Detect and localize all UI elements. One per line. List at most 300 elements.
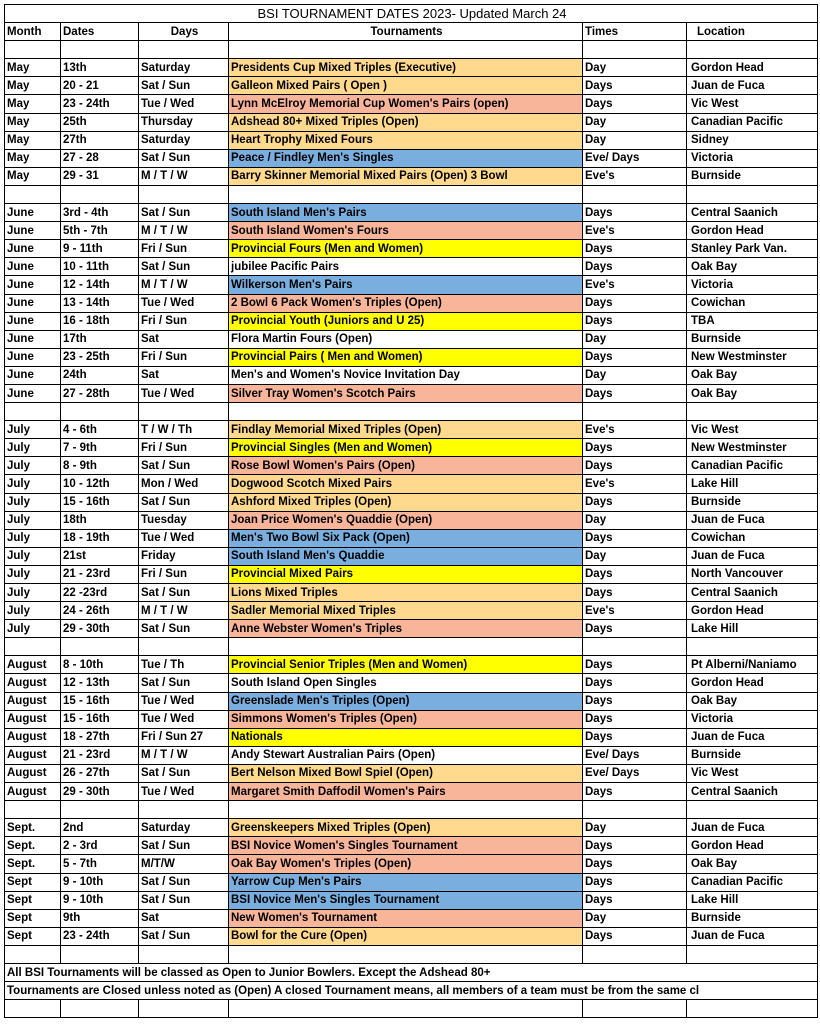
location-cell: Burnside bbox=[687, 167, 818, 185]
table-row bbox=[5, 330, 818, 348]
table-row bbox=[5, 529, 818, 547]
location-cell: Gordon Head bbox=[687, 222, 818, 240]
times-cell: Day bbox=[583, 547, 687, 565]
dates-cell: 7 - 9th bbox=[61, 439, 139, 457]
dates-cell: 13 - 14th bbox=[61, 294, 139, 312]
tournament-cell: Galleon Mixed Pairs ( Open ) bbox=[229, 77, 583, 95]
dates-cell: 20 - 21 bbox=[61, 77, 139, 95]
tournament-cell: Greenslade Men's Triples (Open) bbox=[229, 692, 583, 710]
location-cell: Stanley Park Van. bbox=[687, 240, 818, 258]
times-cell: Eve's bbox=[583, 602, 687, 620]
blank-cell bbox=[687, 185, 818, 203]
location-cell: Cowichan bbox=[687, 294, 818, 312]
location-cell: Vic West bbox=[687, 95, 818, 113]
days-cell: Sat / Sun bbox=[139, 584, 229, 602]
times-cell: Days bbox=[583, 258, 687, 276]
table-row bbox=[5, 692, 818, 710]
dates-cell: 2 - 3rd bbox=[61, 837, 139, 855]
location-cell: New Westminster bbox=[687, 348, 818, 366]
table-row bbox=[5, 855, 818, 873]
times-cell: Days bbox=[583, 493, 687, 511]
table-row bbox=[5, 602, 818, 620]
month-cell: August bbox=[5, 728, 61, 746]
location-cell: Victoria bbox=[687, 710, 818, 728]
month-cell: June bbox=[5, 204, 61, 222]
table-row bbox=[5, 710, 818, 728]
days-cell: Sat / Sun bbox=[139, 258, 229, 276]
blank-row bbox=[5, 403, 818, 421]
dates-cell: 21 - 23rd bbox=[61, 565, 139, 583]
location-cell: Oak Bay bbox=[687, 855, 818, 873]
month-cell: May bbox=[5, 167, 61, 185]
month-cell: June bbox=[5, 276, 61, 294]
blank-cell bbox=[229, 41, 583, 59]
days-cell: Tuesday bbox=[139, 511, 229, 529]
month-cell: Sept. bbox=[5, 837, 61, 855]
table-row bbox=[5, 258, 818, 276]
month-cell: Sept. bbox=[5, 855, 61, 873]
tournament-cell: New Women's Tournament bbox=[229, 909, 583, 927]
dates-cell: 15 - 16th bbox=[61, 692, 139, 710]
month-cell: June bbox=[5, 330, 61, 348]
location-cell: Victoria bbox=[687, 149, 818, 167]
times-cell: Day bbox=[583, 330, 687, 348]
blank-cell bbox=[5, 41, 61, 59]
times-cell: Days bbox=[583, 95, 687, 113]
tournament-cell: Heart Trophy Mixed Fours bbox=[229, 131, 583, 149]
location-cell: Vic West bbox=[687, 421, 818, 439]
table-row bbox=[5, 674, 818, 692]
days-cell: M / T / W bbox=[139, 602, 229, 620]
tournament-cell: Dogwood Scotch Mixed Pairs bbox=[229, 475, 583, 493]
month-cell: July bbox=[5, 475, 61, 493]
days-cell: M / T / W bbox=[139, 222, 229, 240]
location-cell: Juan de Fuca bbox=[687, 77, 818, 95]
month-cell: August bbox=[5, 764, 61, 782]
footnote-row bbox=[5, 963, 818, 981]
times-cell: Days bbox=[583, 620, 687, 638]
blank-cell bbox=[229, 638, 583, 656]
table-row bbox=[5, 240, 818, 258]
dates-cell: 5th - 7th bbox=[61, 222, 139, 240]
blank-cell bbox=[583, 801, 687, 819]
table-row bbox=[5, 149, 818, 167]
dates-cell: 10 - 11th bbox=[61, 258, 139, 276]
days-cell: Tue / Wed bbox=[139, 384, 229, 402]
days-cell: Sat / Sun bbox=[139, 204, 229, 222]
blank-cell bbox=[139, 638, 229, 656]
month-cell: August bbox=[5, 710, 61, 728]
location-cell: Oak Bay bbox=[687, 258, 818, 276]
table-row bbox=[5, 204, 818, 222]
days-cell: Tue / Wed bbox=[139, 692, 229, 710]
location-cell: Juan de Fuca bbox=[687, 819, 818, 837]
table-row bbox=[5, 565, 818, 583]
month-cell: July bbox=[5, 439, 61, 457]
blank-row bbox=[5, 945, 818, 963]
dates-cell: 29 - 30th bbox=[61, 783, 139, 801]
blank-cell bbox=[229, 801, 583, 819]
tournament-cell: Provincial Youth (Juniors and U 25) bbox=[229, 312, 583, 330]
tournament-cell: Greenskeepers Mixed Triples (Open) bbox=[229, 819, 583, 837]
tournament-cell: Ashford Mixed Triples (Open) bbox=[229, 493, 583, 511]
days-cell: Sat / Sun bbox=[139, 837, 229, 855]
table-row bbox=[5, 167, 818, 185]
times-cell: Eve's bbox=[583, 276, 687, 294]
blank-cell bbox=[139, 41, 229, 59]
location-cell: Burnside bbox=[687, 330, 818, 348]
blank-cell bbox=[687, 403, 818, 421]
month-cell: Sept. bbox=[5, 819, 61, 837]
times-cell: Eve's bbox=[583, 421, 687, 439]
header-tournaments: Tournaments bbox=[229, 23, 583, 41]
days-cell: Sat / Sun bbox=[139, 493, 229, 511]
location-cell: Juan de Fuca bbox=[687, 728, 818, 746]
tournament-cell: Peace / Findley Men's Singles bbox=[229, 149, 583, 167]
table-row bbox=[5, 222, 818, 240]
tournament-cell: Rose Bowl Women's Pairs (Open) bbox=[229, 457, 583, 475]
dates-cell: 4 - 6th bbox=[61, 421, 139, 439]
days-cell: Saturday bbox=[139, 59, 229, 77]
blank-row bbox=[5, 185, 818, 203]
location-cell: Juan de Fuca bbox=[687, 547, 818, 565]
blank-cell bbox=[61, 1000, 139, 1018]
times-cell: Days bbox=[583, 565, 687, 583]
table-row bbox=[5, 457, 818, 475]
tournament-cell: Provincial Fours (Men and Women) bbox=[229, 240, 583, 258]
days-cell: Fri / Sun bbox=[139, 439, 229, 457]
blank-cell bbox=[687, 1000, 818, 1018]
blank-cell bbox=[139, 185, 229, 203]
blank-cell bbox=[583, 945, 687, 963]
blank-cell bbox=[583, 1000, 687, 1018]
times-cell: Days bbox=[583, 692, 687, 710]
dates-cell: 9 - 10th bbox=[61, 891, 139, 909]
times-cell: Days bbox=[583, 855, 687, 873]
month-cell: May bbox=[5, 59, 61, 77]
days-cell: Tue / Wed bbox=[139, 783, 229, 801]
table-row bbox=[5, 584, 818, 602]
times-cell: Eve/ Days bbox=[583, 764, 687, 782]
tournament-cell: Lynn McElroy Memorial Cup Women's Pairs (open) bbox=[229, 95, 583, 113]
times-cell: Day bbox=[583, 511, 687, 529]
month-cell: June bbox=[5, 294, 61, 312]
location-cell: Central Saanich bbox=[687, 584, 818, 602]
tournament-cell: Sadler Memorial Mixed Triples bbox=[229, 602, 583, 620]
location-cell: Central Saanich bbox=[687, 204, 818, 222]
dates-cell: 16 - 18th bbox=[61, 312, 139, 330]
dates-cell: 13th bbox=[61, 59, 139, 77]
tournament-cell: Provincial Singles (Men and Women) bbox=[229, 439, 583, 457]
days-cell: Tue / Wed bbox=[139, 294, 229, 312]
month-cell: June bbox=[5, 348, 61, 366]
table-row bbox=[5, 131, 818, 149]
month-cell: July bbox=[5, 493, 61, 511]
times-cell: Days bbox=[583, 240, 687, 258]
tournament-cell: South Island Women's Fours bbox=[229, 222, 583, 240]
tournament-cell: South Island Men's Pairs bbox=[229, 204, 583, 222]
blank-cell bbox=[5, 638, 61, 656]
tournament-cell: Oak Bay Women's Triples (Open) bbox=[229, 855, 583, 873]
dates-cell: 12 - 14th bbox=[61, 276, 139, 294]
table-row bbox=[5, 891, 818, 909]
location-cell: Oak Bay bbox=[687, 692, 818, 710]
times-cell: Days bbox=[583, 710, 687, 728]
month-cell: August bbox=[5, 656, 61, 674]
dates-cell: 17th bbox=[61, 330, 139, 348]
times-cell: Days bbox=[583, 529, 687, 547]
times-cell: Day bbox=[583, 59, 687, 77]
days-cell: Fri / Sun 27 bbox=[139, 728, 229, 746]
times-cell: Day bbox=[583, 909, 687, 927]
tournament-cell: Provincial Pairs ( Men and Women) bbox=[229, 348, 583, 366]
dates-cell: 18 - 19th bbox=[61, 529, 139, 547]
blank-cell bbox=[5, 945, 61, 963]
tournament-cell: Presidents Cup Mixed Triples (Executive) bbox=[229, 59, 583, 77]
days-cell: Sat / Sun bbox=[139, 891, 229, 909]
location-cell: Lake Hill bbox=[687, 475, 818, 493]
times-cell: Eve/ Days bbox=[583, 149, 687, 167]
blank-cell bbox=[5, 185, 61, 203]
month-cell: August bbox=[5, 692, 61, 710]
dates-cell: 9th bbox=[61, 909, 139, 927]
blank-cell bbox=[687, 801, 818, 819]
dates-cell: 23 - 24th bbox=[61, 927, 139, 945]
table-row bbox=[5, 837, 818, 855]
location-cell: Gordon Head bbox=[687, 837, 818, 855]
dates-cell: 27th bbox=[61, 131, 139, 149]
table-row bbox=[5, 294, 818, 312]
blank-cell bbox=[61, 41, 139, 59]
times-cell: Days bbox=[583, 656, 687, 674]
month-cell: August bbox=[5, 783, 61, 801]
blank-cell bbox=[139, 1000, 229, 1018]
location-cell: Oak Bay bbox=[687, 384, 818, 402]
month-cell: June bbox=[5, 240, 61, 258]
footnote-text: All BSI Tournaments will be classed as Open to Junior Bowlers. Except the Adshead 80+ bbox=[5, 963, 818, 981]
month-cell: August bbox=[5, 746, 61, 764]
times-cell: Eve's bbox=[583, 222, 687, 240]
days-cell: Mon / Wed bbox=[139, 475, 229, 493]
blank-cell bbox=[583, 185, 687, 203]
tournament-cell: Men's Two Bowl Six Pack (Open) bbox=[229, 529, 583, 547]
location-cell: Cowichan bbox=[687, 529, 818, 547]
dates-cell: 5 - 7th bbox=[61, 855, 139, 873]
header-times: Times bbox=[583, 23, 687, 41]
days-cell: M / T / W bbox=[139, 746, 229, 764]
blank-cell bbox=[583, 638, 687, 656]
tournament-cell: Yarrow Cup Men's Pairs bbox=[229, 873, 583, 891]
table-row bbox=[5, 764, 818, 782]
blank-cell bbox=[583, 41, 687, 59]
month-cell: May bbox=[5, 131, 61, 149]
tournament-cell: South Island Open Singles bbox=[229, 674, 583, 692]
location-cell: Lake Hill bbox=[687, 891, 818, 909]
times-cell: Days bbox=[583, 674, 687, 692]
times-cell: Days bbox=[583, 348, 687, 366]
month-cell: July bbox=[5, 547, 61, 565]
dates-cell: 15 - 16th bbox=[61, 493, 139, 511]
blank-cell bbox=[229, 945, 583, 963]
location-cell: Canadian Pacific bbox=[687, 457, 818, 475]
location-cell: New Westminster bbox=[687, 439, 818, 457]
table-row bbox=[5, 873, 818, 891]
blank-cell bbox=[5, 403, 61, 421]
tournament-schedule-table bbox=[4, 4, 818, 1018]
table-row bbox=[5, 59, 818, 77]
blank-cell bbox=[61, 801, 139, 819]
days-cell: Sat / Sun bbox=[139, 927, 229, 945]
month-cell: July bbox=[5, 511, 61, 529]
blank-cell bbox=[229, 1000, 583, 1018]
month-cell: July bbox=[5, 602, 61, 620]
table-row bbox=[5, 95, 818, 113]
tournament-cell: Andy Stewart Australian Pairs (Open) bbox=[229, 746, 583, 764]
table-row bbox=[5, 909, 818, 927]
tournament-cell: Lions Mixed Triples bbox=[229, 584, 583, 602]
month-cell: July bbox=[5, 620, 61, 638]
blank-row bbox=[5, 801, 818, 819]
days-cell: Thursday bbox=[139, 113, 229, 131]
dates-cell: 29 - 30th bbox=[61, 620, 139, 638]
location-cell: Victoria bbox=[687, 276, 818, 294]
times-cell: Days bbox=[583, 457, 687, 475]
days-cell: Friday bbox=[139, 547, 229, 565]
days-cell: Fri / Sun bbox=[139, 312, 229, 330]
dates-cell: 3rd - 4th bbox=[61, 204, 139, 222]
table-row bbox=[5, 783, 818, 801]
month-cell: Sept bbox=[5, 927, 61, 945]
times-cell: Eve/ Days bbox=[583, 746, 687, 764]
dates-cell: 8 - 10th bbox=[61, 656, 139, 674]
blank-cell bbox=[139, 801, 229, 819]
times-cell: Day bbox=[583, 819, 687, 837]
days-cell: Sat bbox=[139, 366, 229, 384]
tournament-cell: Adshead 80+ Mixed Triples (Open) bbox=[229, 113, 583, 131]
location-cell: Vic West bbox=[687, 764, 818, 782]
tournament-cell: Joan Price Women's Quaddie (Open) bbox=[229, 511, 583, 529]
month-cell: June bbox=[5, 384, 61, 402]
tournament-cell: Flora Martin Fours (Open) bbox=[229, 330, 583, 348]
month-cell: Sept bbox=[5, 909, 61, 927]
days-cell: Tue / Wed bbox=[139, 710, 229, 728]
table-row bbox=[5, 439, 818, 457]
days-cell: Sat / Sun bbox=[139, 764, 229, 782]
blank-cell bbox=[139, 403, 229, 421]
dates-cell: 2nd bbox=[61, 819, 139, 837]
location-cell: Juan de Fuca bbox=[687, 511, 818, 529]
times-cell: Day bbox=[583, 366, 687, 384]
days-cell: M / T / W bbox=[139, 167, 229, 185]
times-cell: Days bbox=[583, 294, 687, 312]
tournament-cell: 2 Bowl 6 Pack Women's Triples (Open) bbox=[229, 294, 583, 312]
times-cell: Days bbox=[583, 77, 687, 95]
footnote-row bbox=[5, 982, 818, 1000]
times-cell: Days bbox=[583, 927, 687, 945]
table-row bbox=[5, 384, 818, 402]
table-row bbox=[5, 113, 818, 131]
header-row bbox=[5, 23, 818, 41]
tournament-cell: Silver Tray Women's Scotch Pairs bbox=[229, 384, 583, 402]
table-row bbox=[5, 312, 818, 330]
dates-cell: 27 - 28th bbox=[61, 384, 139, 402]
tournament-cell: Men's and Women's Novice Invitation Day bbox=[229, 366, 583, 384]
days-cell: T / W / Th bbox=[139, 421, 229, 439]
sheet-title: BSI TOURNAMENT DATES 2023- Updated March 24 bbox=[5, 5, 818, 23]
location-cell: Canadian Pacific bbox=[687, 113, 818, 131]
days-cell: Tue / Th bbox=[139, 656, 229, 674]
month-cell: May bbox=[5, 149, 61, 167]
dates-cell: 22 -23rd bbox=[61, 584, 139, 602]
table-row bbox=[5, 620, 818, 638]
tournament-cell: BSI Novice Women's Singles Tournament bbox=[229, 837, 583, 855]
month-cell: May bbox=[5, 77, 61, 95]
blank-row bbox=[5, 638, 818, 656]
month-cell: Sept bbox=[5, 873, 61, 891]
month-cell: July bbox=[5, 584, 61, 602]
dates-cell: 18th bbox=[61, 511, 139, 529]
days-cell: Sat / Sun bbox=[139, 873, 229, 891]
tournament-cell: Provincial Mixed Pairs bbox=[229, 565, 583, 583]
table-row bbox=[5, 728, 818, 746]
tournament-cell: Anne Webster Women's Triples bbox=[229, 620, 583, 638]
blank-cell bbox=[61, 945, 139, 963]
dates-cell: 24th bbox=[61, 366, 139, 384]
header-days: Days bbox=[139, 23, 229, 41]
table-row bbox=[5, 421, 818, 439]
dates-cell: 24 - 26th bbox=[61, 602, 139, 620]
month-cell: Sept bbox=[5, 891, 61, 909]
blank-cell bbox=[61, 185, 139, 203]
days-cell: Saturday bbox=[139, 131, 229, 149]
blank-row bbox=[5, 1000, 818, 1018]
tournament-cell: Margaret Smith Daffodil Women's Pairs bbox=[229, 783, 583, 801]
blank-cell bbox=[687, 638, 818, 656]
title-row bbox=[5, 5, 818, 23]
table-row bbox=[5, 493, 818, 511]
days-cell: M/T/W bbox=[139, 855, 229, 873]
blank-cell bbox=[687, 41, 818, 59]
blank-cell bbox=[229, 403, 583, 421]
times-cell: Days bbox=[583, 783, 687, 801]
times-cell: Days bbox=[583, 312, 687, 330]
days-cell: Saturday bbox=[139, 819, 229, 837]
tournament-cell: Bert Nelson Mixed Bowl Spiel (Open) bbox=[229, 764, 583, 782]
table-row bbox=[5, 366, 818, 384]
location-cell: Central Saanich bbox=[687, 783, 818, 801]
location-cell: Pt Alberni/Naniamo bbox=[687, 656, 818, 674]
days-cell: Sat bbox=[139, 330, 229, 348]
dates-cell: 26 - 27th bbox=[61, 764, 139, 782]
tournament-cell: Barry Skinner Memorial Mixed Pairs (Open) 3 Bowl bbox=[229, 167, 583, 185]
dates-cell: 9 - 10th bbox=[61, 873, 139, 891]
tournament-cell: Provincial Senior Triples (Men and Women) bbox=[229, 656, 583, 674]
month-cell: August bbox=[5, 674, 61, 692]
month-cell: May bbox=[5, 95, 61, 113]
footnote-text: Tournaments are Closed unless noted as (Open) A closed Tournament means, all members of a team must be from the same cl bbox=[5, 982, 818, 1000]
times-cell: Days bbox=[583, 873, 687, 891]
dates-cell: 23 - 24th bbox=[61, 95, 139, 113]
month-cell: July bbox=[5, 565, 61, 583]
times-cell: Eve's bbox=[583, 475, 687, 493]
times-cell: Days bbox=[583, 837, 687, 855]
table-row bbox=[5, 276, 818, 294]
days-cell: Sat / Sun bbox=[139, 149, 229, 167]
blank-cell bbox=[687, 945, 818, 963]
table-row bbox=[5, 927, 818, 945]
tournament-cell: South Island Men's Quaddie bbox=[229, 547, 583, 565]
dates-cell: 8 - 9th bbox=[61, 457, 139, 475]
